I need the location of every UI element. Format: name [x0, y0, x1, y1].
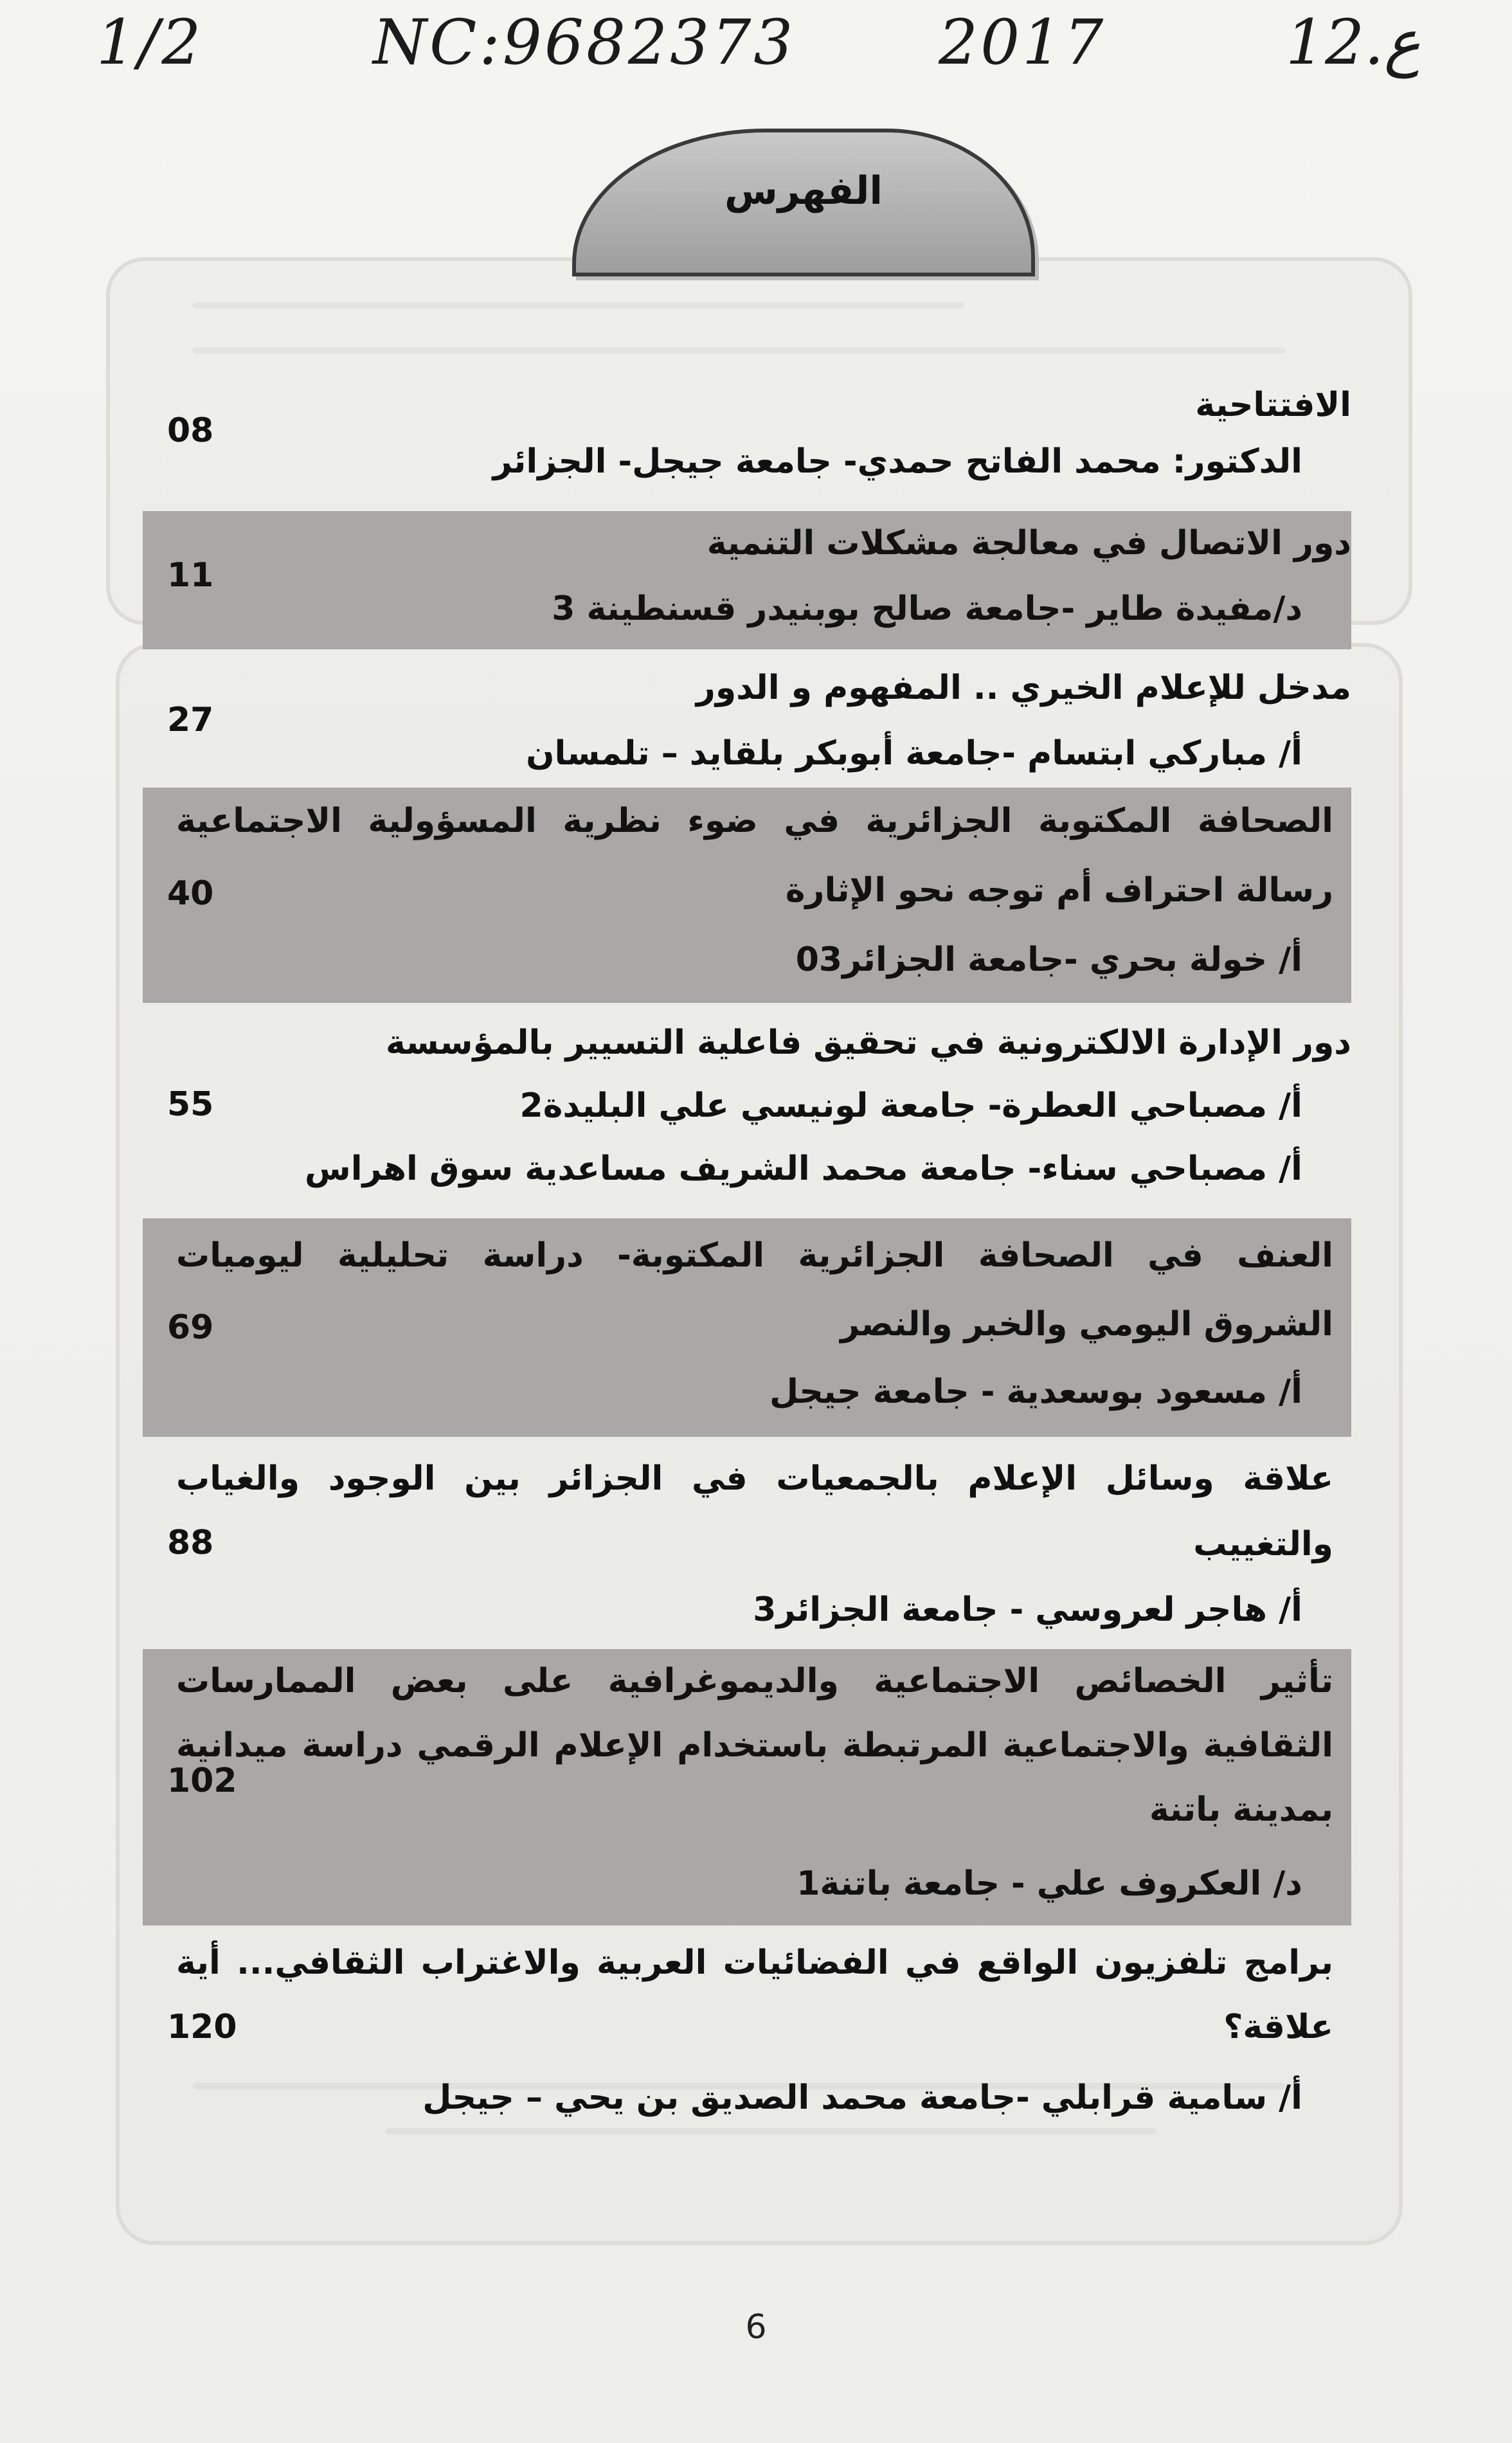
toc-entry-page: 55 [167, 1085, 214, 1124]
toc-entry-title: الصحافة المكتوبة الجزائرية في ضوء نظرية المسؤولية الاجتماعية [176, 802, 1333, 840]
toc-entry-author: أ/ سامية قرابلي -جامعة محمد الصديق بن يحي – جيجل [422, 2078, 1302, 2117]
toc-entry-title: تأثير الخصائص الاجتماعية والديموغرافية على بعض الممارسات [176, 1662, 1333, 1700]
toc-entry [143, 1649, 1351, 1925]
toc-entry-author: د/ العكروف علي - جامعة باتنة1 [797, 1864, 1302, 1903]
toc-entry-author: أ/ مصباحي سناء- جامعة محمد الشريف مساعدية سوق اهراس [305, 1149, 1302, 1188]
handwritten-year: 2017 [939, 6, 1106, 78]
handwritten-fraction: 1/2 [96, 6, 204, 78]
toc-entry-author: الدكتور: محمد الفاتح حمدي- جامعة جيجل- الجزائر [492, 442, 1302, 481]
toc-entry-page: 120 [167, 2008, 237, 2046]
toc-entry [143, 656, 1351, 791]
toc-entry-author: د/مفيدة طاير -جامعة صالح بوبنيدر قسنطينة 3 [552, 590, 1302, 628]
toc-entry-page: 102 [167, 1762, 237, 1800]
page-title: الفهرس [724, 168, 883, 213]
toc-entry-page: 40 [167, 874, 214, 913]
toc-entry-title: والتغييب [1193, 1525, 1333, 1564]
toc-entry-title: دور الاتصال في معالجة مشكلات التنمية [706, 524, 1351, 563]
handwritten-nc-code: NC:9682373 [373, 6, 796, 78]
toc-entry [143, 1932, 1351, 2144]
toc-entry-page: 08 [167, 411, 214, 450]
toc-entry-page: 27 [167, 701, 214, 739]
toc-entry-page: 69 [167, 1308, 214, 1347]
page-number: 6 [745, 2308, 767, 2347]
toc-entry-title: علاقة وسائل الإعلام بالجمعيات في الجزائر بين الوجود والغياب [176, 1459, 1333, 1498]
handwritten-shelf-code: 12.ع [1286, 6, 1421, 78]
show-through-text [193, 347, 1286, 354]
toc-entry [143, 386, 1351, 495]
toc-entry-title: علاقة؟ [1223, 2008, 1333, 2046]
toc-entry-title: دور الإدارة الالكترونية في تحقيق فاعلية التسيير بالمؤسسة [385, 1023, 1351, 1062]
toc-entry-page: 88 [167, 1524, 214, 1562]
toc-entry-title: مدخل للإعلام الخيري .. المفهوم و الدور [696, 669, 1351, 707]
toc-entry [143, 511, 1351, 649]
show-through-text [193, 302, 964, 309]
toc-entry-author: أ/ مباركي ابتسام -جامعة أبوبكر بلقايد – تلمسان [526, 734, 1302, 773]
toc-entry [143, 1447, 1351, 1652]
toc-entry-author: أ/ هاجر لعروسي - جامعة الجزائر3 [753, 1591, 1302, 1629]
toc-entry [143, 788, 1351, 1003]
toc-entry [143, 1009, 1351, 1209]
toc-entry-title: الشروق اليومي والخبر والنصر [840, 1305, 1333, 1344]
toc-entry [143, 1218, 1351, 1437]
toc-entry-title: الافتتاحية [1195, 386, 1351, 424]
toc-entry-title: رسالة احتراف أم توجه نحو الإثارة [785, 871, 1333, 910]
toc-entry-title: برامج تلفزيون الواقع في الفضائيات العربية والاغتراب الثقافي... أية [176, 1943, 1333, 1982]
toc-entry-author: أ/ مسعود بوسعدية - جامعة جيجل [769, 1373, 1302, 1411]
index-tab [572, 129, 1035, 276]
toc-entry-title: الثقافية والاجتماعية المرتبطة باستخدام الإعلام الرقمي دراسة ميدانية [176, 1726, 1333, 1765]
toc-entry-title: العنف في الصحافة الجزائرية المكتوبة- دراسة تحليلية ليوميات [176, 1236, 1333, 1275]
toc-entry-page: 11 [167, 556, 214, 595]
toc-entry-author: أ/ مصباحي العطرة- جامعة لونيسي علي البليدة2 [519, 1086, 1302, 1125]
toc-entry-author: أ/ خولة بحري -جامعة الجزائر03 [795, 941, 1302, 979]
toc-entry-title: بمدينة باتنة [1149, 1790, 1333, 1829]
